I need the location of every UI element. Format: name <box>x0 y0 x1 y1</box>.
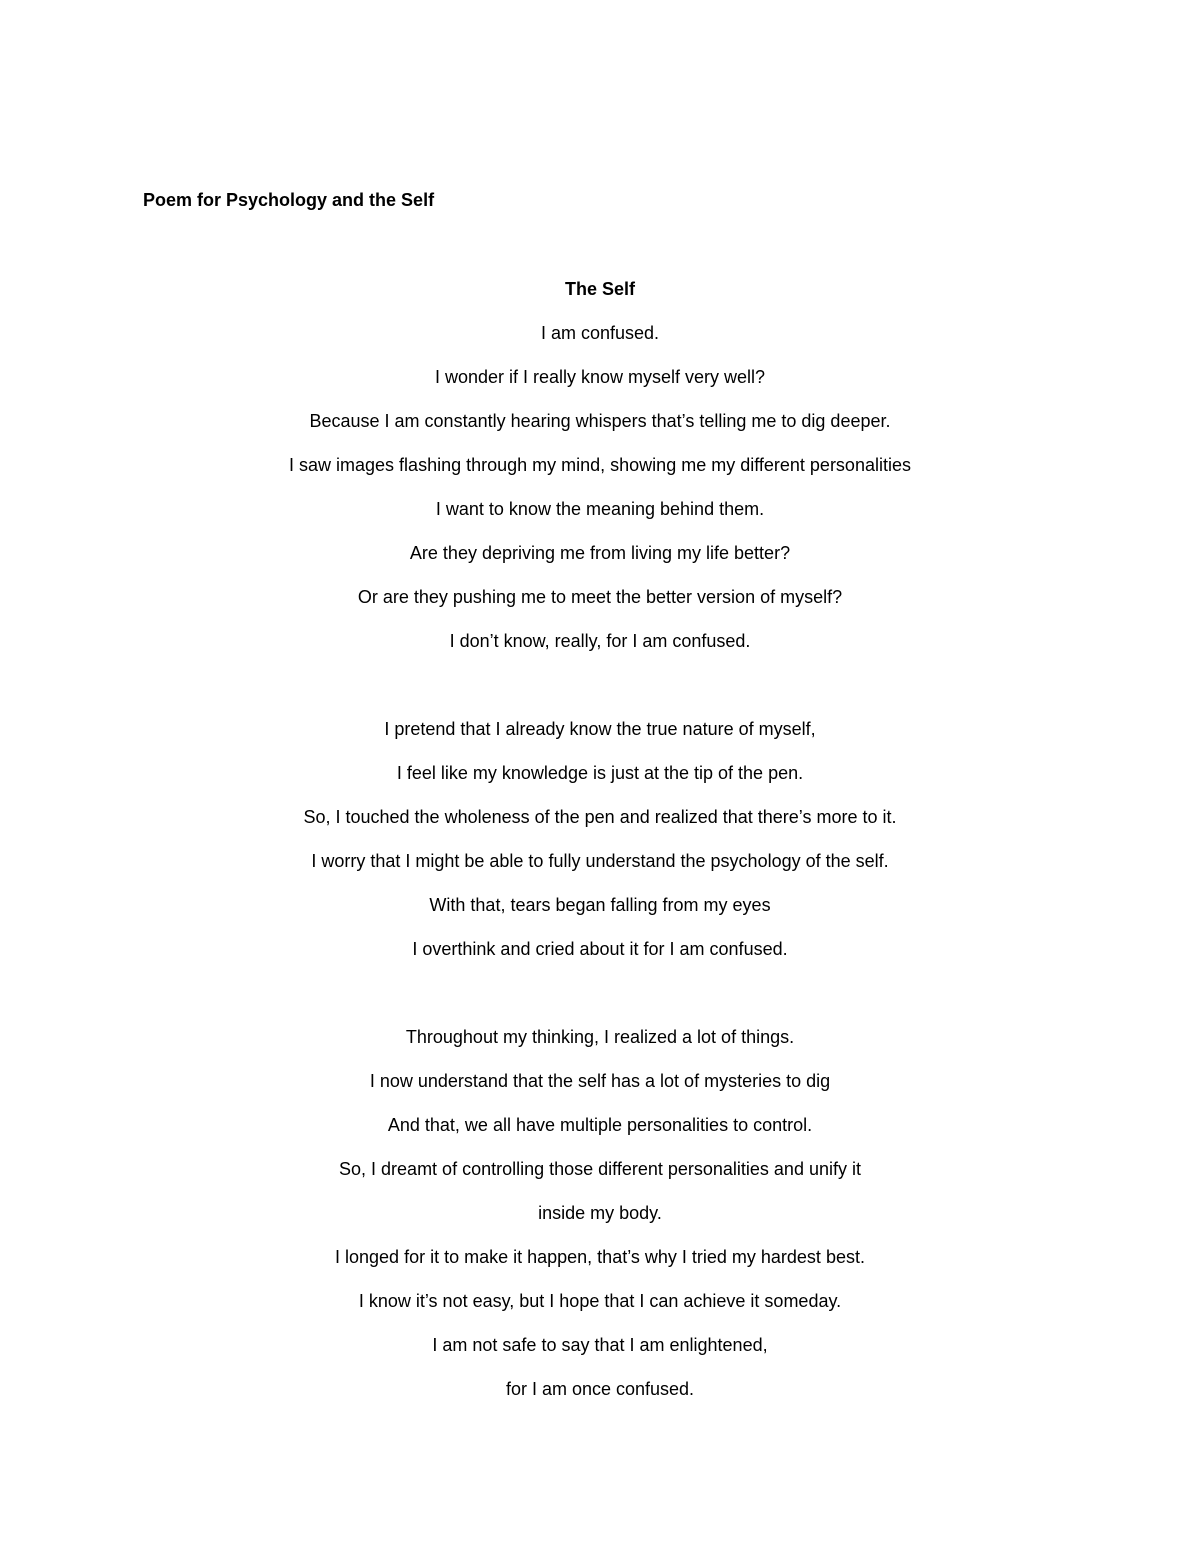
poem-line: Are they depriving me from living my life better? <box>409 543 791 563</box>
poem-line: I longed for it to make it happen, that’s why I tried my hardest best. <box>335 1247 865 1267</box>
poem-line: I saw images flashing through my mind, showing me my different personalities <box>289 455 911 475</box>
document-title: Poem for Psychology and the Self <box>143 190 435 210</box>
poem-line: I am confused. <box>540 323 660 343</box>
poem-line: inside my body. <box>538 1203 662 1223</box>
stanza-break <box>0 980 1200 1024</box>
poem-line: I know it’s not easy, but I hope that I can achieve it someday. <box>358 1291 842 1311</box>
poem-line: I want to know the meaning behind them. <box>435 499 765 519</box>
poem-line: I pretend that I already know the true nature of myself, <box>384 719 816 739</box>
poem <box>0 276 1200 1420</box>
poem-line: Throughout my thinking, I realized a lot of things. <box>405 1027 795 1047</box>
stanza-2 <box>0 716 1200 980</box>
poem-line: Or are they pushing me to meet the better version of myself? <box>357 587 843 607</box>
poem-line: I worry that I might be able to fully understand the psychology of the self. <box>311 851 889 871</box>
poem-line: I am not safe to say that I am enlightened, <box>432 1335 768 1355</box>
poem-line: And that, we all have multiple personalities to control. <box>387 1115 813 1135</box>
poem-line: So, I touched the wholeness of the pen and realized that there’s more to it. <box>303 807 897 827</box>
poem-line: I now understand that the self has a lot of mysteries to dig <box>369 1071 831 1091</box>
poem-line: So, I dreamt of controlling those different personalities and unify it <box>339 1159 861 1179</box>
poem-line: I wonder if I really know myself very well? <box>434 367 766 387</box>
stanza-break <box>0 672 1200 716</box>
poem-line: I overthink and cried about it for I am confused. <box>412 939 788 959</box>
poem-line: I don’t know, really, for I am confused. <box>449 631 751 651</box>
stanza-1 <box>0 320 1200 672</box>
poem-line: for I am once confused. <box>505 1379 695 1399</box>
poem-line: With that, tears began falling from my eyes <box>429 895 771 915</box>
stanza-3 <box>0 1024 1200 1420</box>
poem-line: I feel like my knowledge is just at the tip of the pen. <box>396 763 804 783</box>
poem-line: Because I am constantly hearing whispers that’s telling me to dig deeper. <box>309 411 891 431</box>
poem-title: The Self <box>564 279 635 299</box>
